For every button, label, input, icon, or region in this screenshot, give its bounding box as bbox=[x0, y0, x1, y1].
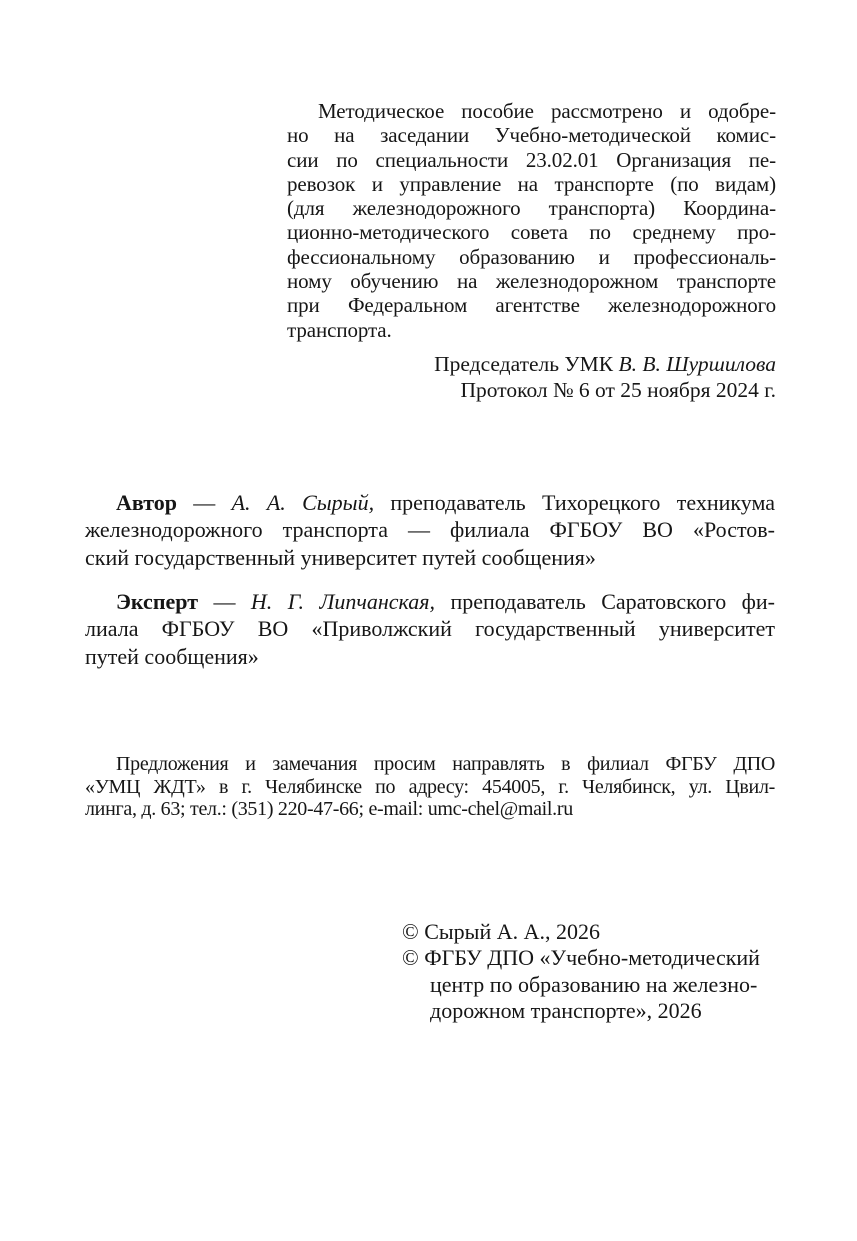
author-name: А. А. Сырый, bbox=[231, 490, 375, 515]
review-line: транспорта. bbox=[287, 317, 392, 342]
review-line: фессиональному образованию и профессиональ- bbox=[287, 244, 776, 269]
chair-name: В. В. Шуршилова bbox=[618, 352, 776, 376]
feedback-paragraph bbox=[85, 753, 775, 821]
expert-line: лиала ФГБОУ ВО «Приволжский государственный университет bbox=[85, 616, 775, 642]
author-affiliation: преподаватель Тихорецкого техникума bbox=[374, 490, 775, 515]
expert-separator: — bbox=[198, 589, 251, 614]
review-line: ревозок и управление на транспорте (по видам) bbox=[287, 171, 776, 196]
author-line: ский государственный университет путей сообщения» bbox=[85, 544, 596, 570]
review-line: (для железнодорожного транспорта) Координа- bbox=[287, 196, 776, 221]
expert-line: путей сообщения» bbox=[85, 643, 259, 669]
copyright-block bbox=[402, 919, 792, 1024]
expert-paragraph bbox=[85, 588, 775, 670]
feedback-line: Предложения и замечания просим направлять в филиал ФГБУ ДПО bbox=[116, 753, 775, 775]
author-line bbox=[85, 489, 775, 516]
expert-affiliation: преподаватель Саратовского фи- bbox=[435, 589, 776, 614]
expert-line bbox=[85, 588, 775, 615]
feedback-line: «УМЦ ЖДТ» в г. Челябинске по адресу: 454005, г. Челябинск, ул. Цвил- bbox=[85, 775, 775, 798]
review-line: при Федеральном агентстве железнодорожного bbox=[287, 293, 776, 318]
chair-title: Председатель УМК bbox=[434, 352, 619, 376]
review-note-paragraph bbox=[287, 99, 776, 342]
review-line: сии по специальности 23.02.01 Организация пе- bbox=[287, 147, 776, 172]
author-separator: — bbox=[176, 490, 232, 515]
review-line: но на заседании Учебно-методической комис- bbox=[287, 123, 776, 148]
review-line: ционно-методического совета по среднему про- bbox=[287, 220, 776, 245]
copyright-line: © ФГБУ ДПО «Учебно-методический bbox=[402, 945, 760, 971]
author-line: железнодорожного транспорта — филиала ФГБОУ ВО «Ростов- bbox=[85, 517, 775, 543]
copyright-line: центр по образованию на железно- bbox=[430, 971, 758, 997]
author-label: Автор bbox=[116, 490, 177, 515]
review-line: ному обучению на железнодорожном транспорте bbox=[287, 269, 776, 294]
copyright-line: © Сырый А. А., 2026 bbox=[402, 919, 600, 944]
author-paragraph bbox=[85, 489, 775, 571]
chair-line bbox=[287, 351, 776, 377]
protocol-line: Протокол № 6 от 25 ноября 2024 г. bbox=[460, 378, 776, 402]
feedback-line: линга, д. 63; тел.: (351) 220-47-66; e-mail: umc-chel@mail.ru bbox=[85, 798, 573, 821]
copyright-line: дорожном транспорте», 2026 bbox=[430, 997, 702, 1023]
expert-label: Эксперт bbox=[116, 589, 199, 614]
expert-name: Н. Г. Липчанская, bbox=[250, 589, 436, 614]
review-line: Методическое пособие рассмотрено и одобре- bbox=[318, 99, 776, 123]
signature-block bbox=[287, 351, 776, 403]
